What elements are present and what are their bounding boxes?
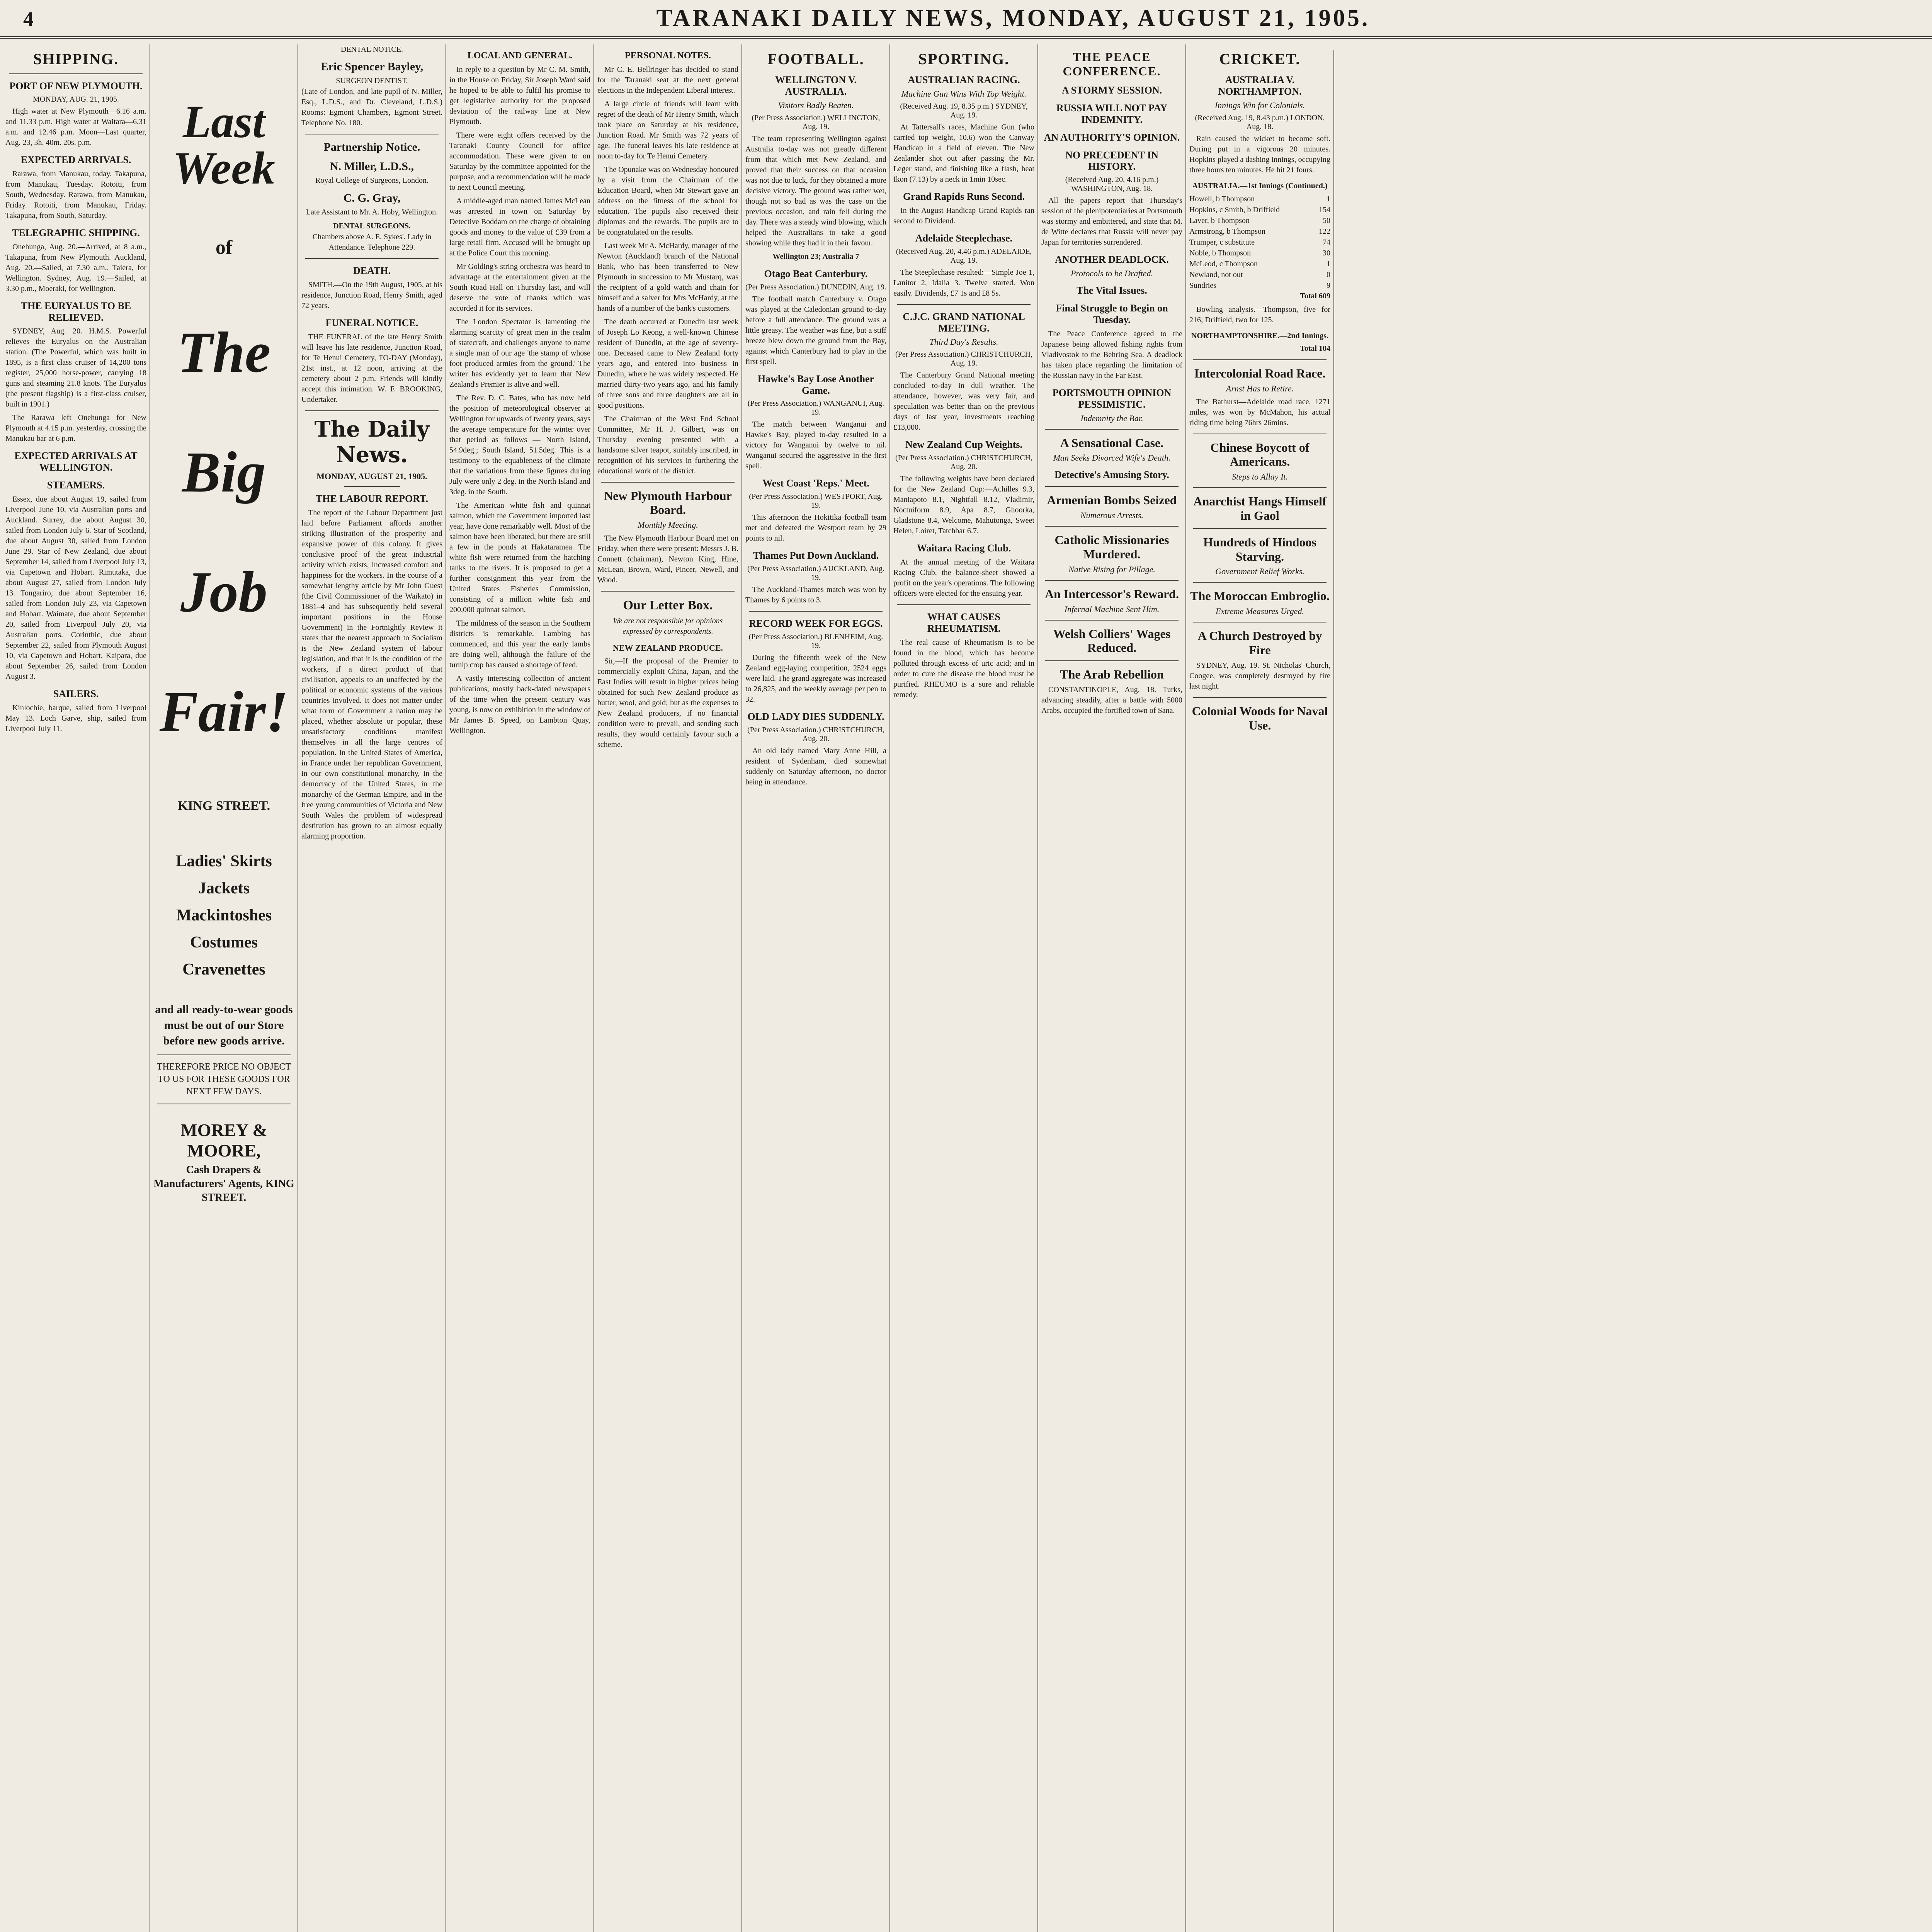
- article-text: SYDNEY, Aug. 20. H.M.S. Powerful relieves the Euryalus on the Australian station. (The Powerful, which was built in 1895, is a first class cruiser of 14,200 tons register, 25,000 horse-power, carrying 18 guns and steaming 21.8 knots. The Euryalus (the present flagship) is a first-class cruiser, built in 1901.): [5, 327, 146, 409]
- article-text: At Tattersall's races, Machine Gun (who carried top weight, 10.6) won the Canway Handicap in a field of eleven. The New Zealander shot out after passing the Mr. Leger stand, and finishing like a flash, beat Ikon (7.13) by a neck in 1min 10sec.: [893, 122, 1034, 184]
- scorecard-row: [1189, 280, 1330, 291]
- article-text: The Canterbury Grand National meeting concluded to-day in dull weather. The attendance, however, was very fair, and speculation was better than on the previous days of last year, investments reaching £13,000.: [893, 371, 1034, 432]
- article-text: The Auckland-Thames match was won by Thames by 6 points to 3.: [745, 585, 886, 605]
- dateline: (Per Press Association.) DUNEDIN, Aug. 19.: [745, 282, 886, 291]
- batsman-name: Hopkins, c Smith, b Driffield: [1189, 205, 1280, 214]
- advert-headline: Big: [182, 440, 266, 504]
- divider: [1193, 359, 1327, 360]
- scorecard-row: [1189, 215, 1330, 226]
- notice-text: Chambers above A. E. Sykes'. Lady in Attendance. Telephone 229.: [312, 233, 432, 252]
- article-subheading: Infernal Machine Sent Him.: [1064, 604, 1160, 614]
- divider: [1193, 697, 1327, 698]
- article-subheading: NEW ZEALAND PRODUCE.: [612, 643, 723, 653]
- advert-street: KING STREET.: [177, 799, 270, 813]
- article-heading: PORTSMOUTH OPINION PESSIMISTIC.: [1052, 387, 1172, 410]
- section-heading: SPORTING.: [918, 50, 1010, 68]
- scorecard-row: [1189, 204, 1330, 215]
- divider: [9, 73, 143, 74]
- article-subheading: Steps to Allay It.: [1231, 472, 1288, 482]
- batsman-name: Armstrong, b Thompson: [1189, 227, 1265, 236]
- page-number: 4: [23, 7, 34, 31]
- divider: [897, 304, 1031, 305]
- article-heading: Hundreds of Hindoos Starving.: [1203, 535, 1316, 563]
- advert-firm: MOREY & MOORE,: [180, 1120, 267, 1160]
- batsman-runs: 154: [1319, 205, 1330, 214]
- advert-headline: Fair!: [159, 680, 289, 744]
- article-text: In the August Handicap Grand Rapids ran second to Dividend.: [893, 206, 1034, 225]
- scorecard-row: [1189, 194, 1330, 204]
- dateline: (Per Press Association.) BLENHEIM, Aug. 19.: [748, 633, 883, 650]
- scorecard-heading: NORTHAMPTONSHIRE.—2nd Innings.: [1191, 331, 1329, 340]
- advert-goods-item: Ladies' Skirts: [176, 852, 272, 870]
- batsman-name: Laver, b Thompson: [1189, 216, 1250, 225]
- advert-headline: Last Week: [173, 96, 275, 194]
- article-text: Sir,—If the proposal of the Premier to commercially exploit China, Japan, and the East Indies will result in higher prices being obtained for such New Zealand produce as butter, wool, and gold; but as the expenses to New Zealand producers, if no financial condition were to prevail, and sending such results, they would certainly favour such a scheme.: [597, 656, 738, 749]
- dateline: (Per Press Association.) CHRISTCHURCH, Aug. 19.: [895, 350, 1032, 368]
- advert-note: THEREFORE PRICE NO OBJECT TO US FOR THESE GOODS FOR NEXT FEW DAYS.: [156, 1061, 291, 1097]
- match-score: Wellington 23; Australia 7: [772, 252, 859, 261]
- article-subheading: Visitors Badly Beaten.: [778, 100, 854, 110]
- advert-firm-desc: Cash Drapers & Manufacturers' Agents, KING STREET.: [153, 1163, 294, 1204]
- scorecard-heading: AUSTRALIA.—1st Innings (Continued.): [1192, 181, 1328, 190]
- scorecard-row: [1189, 269, 1330, 280]
- article-subheading: Third Day's Results.: [929, 337, 998, 347]
- article-subheading: A STORMY SESSION.: [1061, 85, 1162, 96]
- advert-goods-item: Cravenettes: [182, 961, 265, 978]
- divider: [601, 482, 735, 483]
- batsman-name: Howell, b Thompson: [1189, 194, 1255, 203]
- section-heading: FOOTBALL.: [767, 50, 864, 68]
- column-cricket: [1186, 44, 1932, 1932]
- divider: [1045, 620, 1179, 621]
- subheading: PORT OF NEW PLYMOUTH.: [9, 80, 143, 92]
- batsman-runs: 122: [1319, 227, 1330, 236]
- notice-text: SMITH.—On the 19th August, 1905, at his residence, Junction Road, Henry Smith, aged 72 years.: [301, 280, 442, 310]
- article-subheading: Protocols to be Drafted.: [1070, 269, 1153, 279]
- article-heading: ANOTHER DEADLOCK.: [1055, 254, 1169, 265]
- dateline: (Per Press Association.) AUCKLAND, Aug. 19.: [747, 565, 884, 582]
- batsman-runs: 74: [1323, 238, 1330, 247]
- scorecard-row: [1189, 248, 1330, 259]
- article-subheading: Native Rising for Pillage.: [1068, 564, 1155, 574]
- article-heading: RECORD WEEK FOR EGGS.: [749, 618, 883, 629]
- article-heading: Intercolonial Road Race.: [1194, 366, 1326, 380]
- paper-title: TARANAKI DAILY NEWS, MONDAY, AUGUST 21, 1905.: [656, 5, 1370, 31]
- leader-date: MONDAY, AUGUST 21, 1905.: [316, 471, 427, 481]
- article-subheading: Machine Gun Wins With Top Weight.: [901, 88, 1027, 99]
- article-subheading: Government Relief Works.: [1215, 566, 1304, 577]
- article-text: The team representing Wellington against Australia to-day was not greatly different from that which met New Zealand, and proved that their success on that occasion was not due to luck, for they obtained a more decisive victory. The ground was rather wet, though not so bad as was the case on the previous occasion, and rain fell during the day. There was a steady wind blowing, which helped the Australians to take a good showing while they had it in their favour.: [745, 134, 886, 247]
- dateline: (Per Press Association.) CHRISTCHURCH, Aug. 20.: [747, 726, 884, 743]
- notice-line: DENTAL SURGEONS.: [333, 222, 411, 230]
- article-subheading: RUSSIA WILL NOT PAY INDEMNITY.: [1056, 102, 1168, 125]
- article-heading: New Zealand Cup Weights.: [905, 439, 1022, 451]
- article-heading: Catholic Missionaries Murdered.: [1054, 533, 1169, 561]
- column-sporting: [890, 44, 1038, 1932]
- article-text: A large circle of friends will learn with regret of the death of Mr Henry Smith, which took place on Saturday at his residence, Junction Road. Mr Smith was 72 years of age. The funeral leaves his late residence at noon to-day for Te Henui Cemetery.: [597, 99, 738, 160]
- divider: [157, 1054, 291, 1055]
- scorecard: [1189, 194, 1330, 291]
- subheading: EXPECTED ARRIVALS.: [20, 154, 131, 165]
- divider: [305, 258, 439, 259]
- subheading: EXPECTED ARRIVALS AT WELLINGTON.: [14, 450, 138, 473]
- divider: [601, 591, 735, 592]
- article-heading: Otago Beat Canterbury.: [764, 268, 868, 279]
- article-subheading: Indemnity the Bar.: [1080, 413, 1143, 423]
- column-personal-notes: [594, 44, 742, 1932]
- article-heading: Adelaide Steeplechase.: [915, 232, 1013, 244]
- column-shipping: [2, 44, 150, 1932]
- subheading: TELEGRAPHIC SHIPPING.: [12, 227, 140, 238]
- batsman-runs: 30: [1323, 248, 1330, 257]
- notice-name: Partnership Notice.: [323, 141, 420, 153]
- article-text: The American white fish and quinnat salmon, which the Government imported last year, have done remarkably well. Most of the salmon have been liberated, but there are still a few in the ponds at Hakataramea. The white fish were returned from the hatching tanks to the rivers. It is proposed to get a further consignment this year from the United States Fisheries Commission, consisting of a million white fish and 200,000 quinnat salmon.: [449, 501, 590, 614]
- article-text: The mildness of the season in the Southern districts is remarkable. Lambing has commenced, and this year the early lambs are doing well, although the failure of the turnip crop has caused a shortage of feed.: [449, 619, 590, 669]
- article-subheading: Arnst Has to Retire.: [1226, 383, 1294, 393]
- column-notices: [298, 44, 446, 1932]
- article-heading: Waitara Racing Club.: [917, 543, 1011, 554]
- article-text: Bowling analysis.—Thompson, five for 216; Driffield, two for 125.: [1189, 305, 1330, 324]
- divider: [1045, 429, 1179, 430]
- article-text: Rain caused the wicket to become soft. During put in a vigorous 20 minutes. Hopkins played a dashing innings, occupying three hours ten minutes. He hit 21 fours.: [1189, 134, 1330, 174]
- article-text: During the fifteenth week of the New Zealand egg-laying competition, 2524 eggs were laid. The grand aggregate was increased to 26,825, and the weekly average per pen to 32.: [745, 653, 886, 704]
- masthead: [0, 0, 1932, 39]
- article-text: The Peace Conference agreed to the Japanese being allowed fishing rights from Vladivostok to the Behring Sea. A deadlock has taken place regarding the limitation of the Russian navy in the Far East.: [1041, 329, 1182, 380]
- article-heading: OLD LADY DIES SUDDENLY.: [747, 711, 884, 723]
- column-local-general: [446, 44, 594, 1932]
- batsman-name: Sundries: [1189, 281, 1216, 290]
- article-text: The Rarawa left Onehunga for New Plymouth at 4.15 p.m. yesterday, crossing the Manukau bar at 6 p.m.: [5, 413, 146, 443]
- notice-text: THE FUNERAL of the late Henry Smith will leave his late residence, Junction Road, for Te Henui Cemetery, TO-DAY (Monday), 21st inst., at 12 noon, arriving at the cemetery about 2 p.m. Friends will kindly accept this intimation. W. F. BROOKING, Undertaker.: [301, 332, 442, 404]
- article-text: The Opunake was on Wednesday honoured by a visit from the Chairman of the Education Board, when Mr Stewart gave an address on the fitness of the school for education. The pupils also received their diplomas and the rewards. The pupils are to be congratulated on the results.: [597, 165, 738, 236]
- subheading: STEAMERS.: [47, 480, 105, 491]
- divider: [1045, 526, 1179, 527]
- divider: [1193, 582, 1327, 583]
- article-subheading: Numerous Arrests.: [1080, 510, 1143, 520]
- article-heading: Thames Put Down Auckland.: [753, 550, 879, 561]
- divider: [1045, 580, 1179, 581]
- article-text: The Rev. D. C. Bates, who has now held the position of meteorological observer at Wellington for upwards of twenty years, says the average temperature for the winter over that period as follows — North Island, 54.9deg.; South Island, 51.5deg. This is a testimony to the equableness of the climate that the variations from these figures during July were only 2 deg. in the North Island and 3deg. in the South.: [449, 393, 590, 496]
- dateline: (Received Aug. 19, 8.43 p.m.) LONDON, Aug. 18.: [1195, 113, 1325, 131]
- section-heading: THE PEACE CONFERENCE.: [1063, 50, 1161, 78]
- advert-note: and all ready-to-wear goods must be out of our Store before new goods arrive.: [155, 1003, 293, 1047]
- article-heading: The Vital Issues.: [1077, 285, 1147, 296]
- batsman-runs: 50: [1323, 216, 1330, 225]
- divider: [344, 486, 400, 487]
- dateline: (Per Press Association.) WANGANUI, Aug. 19.: [747, 399, 884, 417]
- article-heading: AUSTRALIA V. NORTHAMPTON.: [1218, 74, 1302, 97]
- notice-name: N. Miller, L.D.S.,: [330, 160, 414, 173]
- section-heading: SHIPPING.: [33, 50, 119, 68]
- article-text: CONSTANTINOPLE, Aug. 18. Turks, advancing steadily, after a battle with 5000 Arabs, occupied the fortified town of Sana.: [1041, 685, 1182, 715]
- advert-headline: of: [215, 236, 233, 259]
- article-text: All the papers report that Thursday's session of the plenipotentiaries at Portsmouth was stormy and embittered, and state that M. de Witte declares that Russia will never pay Japan for territories surrendered.: [1041, 196, 1182, 247]
- article-heading: The Moroccan Embroglio.: [1190, 589, 1330, 603]
- section-heading: CRICKET.: [1219, 50, 1301, 68]
- article-subheading: Man Seeks Divorced Wife's Death.: [1053, 453, 1171, 463]
- divider: [1193, 528, 1327, 529]
- article-text: The London Spectator is lamenting the alarming scarcity of great men in the realm of statecraft, and challenges anyone to name a single man of our age 'the stamp of whose foot produced armies from the ground.' The writer has evidently yet to learn that New Zealand's Premier is alive and well.: [449, 317, 590, 389]
- article-text: In reply to a question by Mr C. M. Smith, in the House on Friday, Sir Joseph Ward said he hoped to be able to fulfil his promise to get legislative authority for the proposed deviation of the railway line at New Plymouth.: [449, 65, 590, 126]
- notice-line: SURGEON DENTIST,: [336, 77, 408, 85]
- batsman-runs: 0: [1327, 270, 1330, 279]
- batsman-name: Newland, not out: [1189, 270, 1243, 279]
- article-heading: Anarchist Hangs Himself in Gaol: [1193, 494, 1327, 522]
- batsman-name: McLeod, c Thompson: [1189, 259, 1258, 268]
- scorecard-total: Total 104: [1300, 344, 1330, 353]
- advert-goods-item: Costumes: [190, 934, 258, 951]
- article-text: The New Plymouth Harbour Board met on Friday, when there were present: Messrs J. B. Connett (chairman), Newton King, Hine, McLean, Brown, Ward, Pincer, Newell, and Wood.: [597, 534, 738, 585]
- divider: [1193, 487, 1327, 488]
- batsman-name: Trumper, c substitute: [1189, 238, 1255, 247]
- batsman-runs: 9: [1327, 281, 1330, 290]
- notice-name: Eric Spencer Bayley,: [320, 60, 423, 73]
- section-heading: LOCAL AND GENERAL.: [467, 51, 573, 61]
- dateline: (Per Press Association.) CHRISTCHURCH, Aug. 20.: [895, 454, 1032, 471]
- subheading: SAILERS.: [53, 688, 99, 700]
- article-subheading: Innings Win for Colonials.: [1214, 100, 1305, 110]
- article-text: Essex, due about August 19, sailed from Liverpool June 10, via Australian ports and Auckland. Surrey, due about August 30, sailed from London July 6. Star of Scotland, due about August 30, sailed from London June 29. Star of New Zealand, due about September 14, sailed from Liverpool July 13, via Capetown and Hobart. Rimutaka, due about August 27, sailed from London July 13. Tongariro, due about September 16, sailed from London July 23, via Capetown and Hobart. Waimate, due about September 20, sailed from Liverpool July 20, via Australian ports. Corinthic, due about September 22, sailed from Plymouth August 10, via Capetown and Hobart. Kaipara, due about September 26, sailed from London August 3.: [5, 495, 146, 681]
- article-text: Mr C. E. Bellringer has decided to stand for the Taranaki seat at the next general elections in the Independent Liberal interest.: [597, 65, 738, 95]
- advert-goods-list: [153, 852, 294, 979]
- advert-headline: Job: [180, 560, 267, 624]
- notice-line: Royal College of Surgeons, London.: [315, 176, 429, 185]
- article-text: Last week Mr A. McHardy, manager of the Newton (Auckland) branch of the National Bank, who has been transferred to New Plymouth in succession to Mr Mustarq, was the recipient of a gold watch and chain for himself and a salver for Mrs McHardy, at the hands of a number of the bank's customers.: [597, 241, 738, 313]
- article-heading: Final Struggle to Begin on Tuesday.: [1056, 303, 1168, 326]
- notice-heading: FUNERAL NOTICE.: [325, 317, 418, 328]
- batsman-name: Noble, b Thompson: [1189, 248, 1251, 257]
- article-text: A vastly interesting collection of ancient publications, mostly back-dated newspapers of the time when the present century was young, is now on exhibition in the window of Mr James B. Speed, on Lambton Quay, Wellington.: [449, 674, 590, 735]
- article-heading: Chinese Boycott of Americans.: [1210, 440, 1310, 469]
- article-subheading: AN AUTHORITY'S OPINION.: [1044, 131, 1180, 143]
- notice-name: C. G. Gray,: [343, 192, 401, 204]
- article-heading: An Intercessor's Reward.: [1045, 587, 1179, 601]
- column-cables: [1038, 44, 1186, 1932]
- article-heading: New Plymouth Harbour Board.: [604, 488, 732, 517]
- article-text: Mr Golding's string orchestra was heard to advantage at the entertainment given at the South Road Hall on Thursday last, and will deserve the vote of thanks which was accorded it for its services.: [449, 262, 590, 313]
- article-text: Kinlochie, barque, sailed from Liverpool May 13. Loch Garve, ship, sailed from Liverpool July 11.: [5, 704, 146, 733]
- article-heading: AUSTRALIAN RACING.: [908, 74, 1020, 85]
- scorecard-total: Total 609: [1300, 291, 1330, 300]
- cricket-column-body: [1186, 50, 1334, 1932]
- dateline: MONDAY, AUG. 21, 1905.: [33, 95, 119, 104]
- notice-text: (Late of London, and late pupil of N. Miller, Esq., L.D.S., and Dr. Cleveland, L.D.S.) Rooms: Egmont Chambers, Egmont Street. Telephone No. 180.: [301, 87, 442, 127]
- scorecard-row: [1189, 259, 1330, 269]
- section-heading: PERSONAL NOTES.: [625, 51, 711, 61]
- leader-text: The report of the Labour Department just laid before Parliament affords another striking illustration of the prosperity and expansive power of this colony. It gives conclusive proof of the great industrial activity which exists, increased comfort and happiness for the workers. In the course of a somewhat lengthy article by Mr John Guest (the Civil Commissioner of the Waikato) in 1881–4 and has subsequently held several important positions in the House Government) in the Fortnightly Review it states that the nearest approach to Socialism is the New Zealand system of labour legislation, and that it is the condition of the workers, if a direct product of that civilisation, appeals to an unaffected by the political or economic systems of the various countries involved. It does not matter under what form of Government a nation may be placed, whether absolute or popular, these unsatisfactory conditions manifest themselves in all the large centres of population. In the United States of America, in France under her republican Government, in our own constitutional monarchy, in the democracy of the United States, in the monarchy of the German Empire, and in the free young communities of Victoria and New South Wales the problem of widespread destitution has grown to an almost equally alarming proportion.: [301, 508, 442, 840]
- paper-nameplate: The Daily News.: [314, 416, 430, 468]
- article-heading: Our Letter Box.: [623, 598, 713, 613]
- divider: [305, 410, 439, 411]
- article-heading: Colonial Woods for Naval Use.: [1192, 704, 1328, 732]
- article-heading: A Sensational Case.: [1060, 435, 1164, 450]
- divider: [749, 611, 883, 612]
- article-heading: WHAT CAUSES RHEUMATISM.: [927, 611, 1001, 634]
- article-text: A middle-aged man named James McLean was arrested in town on Saturday by Detective Boddam on the charge of obtaining goods and money to the value of £39 from a large retail firm. Accused will be brought up at the Police Court this morning.: [449, 196, 590, 257]
- article-subheading: NO PRECEDENT IN HISTORY.: [1065, 149, 1158, 172]
- scorecard-row: [1189, 237, 1330, 248]
- article-text: Onehunga, Aug. 20.—Arrived, at 8 a.m., Takapuna, from New Plymouth. Auckland, Aug. 20.—Sailed, at 7.30 a.m., Taiera, for Wellington. Sydney, Aug. 19.—Sailed, at 3.30 p.m., Moeraki, for Wellington.: [5, 242, 146, 293]
- column-advert-job-fair: [150, 44, 298, 1932]
- dateline: (Received Aug. 20, 4.16 p.m.) WASHINGTON, Aug. 18.: [1065, 175, 1159, 193]
- article-heading: The Arab Rebellion: [1060, 667, 1164, 682]
- article-text: This afternoon the Hokitika football team met and defeated the Westport team by 29 points to nil.: [745, 513, 886, 543]
- article-heading: Armenian Bombs Seized: [1047, 493, 1177, 507]
- article-text: The Bathurst—Adelaide road race, 1271 miles, was won by McMahon, his actual riding time being 76hrs 26mins.: [1189, 397, 1330, 427]
- article-heading: Welsh Colliers' Wages Reduced.: [1053, 626, 1171, 655]
- notice-line: Late Assistant to Mr. A. Hoby, Wellington.: [306, 208, 438, 216]
- article-text: The football match Canterbury v. Otago was played at the Caledonian ground to-day before a full attendance. The ground was a little greasy. The weather was fine, but a stiff breeze blew down the ground from the Bay, against which Canterbury had to play in the first spell.: [745, 294, 886, 366]
- article-text: The death occurred at Dunedin last week of Joseph Lo Keong, a well-known Chinese resident of Dunedin, at the age of seventy-one. Deceased came to New Zealand forty years ago, and entered into business in Dunedin, where he was widely respected. He married thirty-two years ago, and his family of three sons and three daughters are all in good positions.: [597, 317, 738, 410]
- article-text: The real cause of Rheumatism is to be found in the blood, which has become polluted through excess of uric acid; and in order to cure the disease the blood must be purified. RHEUMO is a sure and reliable remedy.: [893, 638, 1034, 699]
- article-text: At the annual meeting of the Waitara Racing Club, the balance-sheet showed a profit on the year's operations. The following officers were elected for the ensuing year.: [893, 558, 1034, 598]
- advert-goods-item: Jackets: [198, 879, 250, 897]
- dateline: (Per Press Association.) WELLINGTON, Aug. 19.: [752, 113, 880, 131]
- article-text: There were eight offers received by the Taranaki County Council for office accommodation. These were given to on Saturday by the committee appointed for the purpose, and a recommendation will be made to next Council meeting.: [449, 131, 590, 192]
- article-heading: Grand Rapids Runs Second.: [903, 190, 1025, 202]
- notice-heading: DEATH.: [353, 265, 391, 276]
- advert-headline: The: [177, 320, 271, 384]
- article-subheading: Extreme Measures Urged.: [1215, 606, 1304, 616]
- batsman-runs: 1: [1327, 194, 1330, 203]
- notice-heading: DENTAL NOTICE.: [341, 45, 403, 54]
- advert-goods-item: Mackintoshes: [176, 906, 272, 924]
- article-text: The Steeplechase resulted:—Simple Joe 1, Lanitor 2, Idalia 3. Twelve started. Won easily. Dividends, £7 1s and £8 5s.: [893, 268, 1034, 298]
- article-note: We are not responsible for opinions expressed by correspondents.: [613, 617, 723, 636]
- article-heading: West Coast 'Reps.' Meet.: [762, 478, 869, 489]
- dateline: (Received Aug. 19, 8.35 p.m.) SYDNEY, Aug. 19.: [900, 102, 1028, 119]
- dateline: (Received Aug. 20, 4.46 p.m.) ADELAIDE, Aug. 19.: [896, 247, 1032, 265]
- article-text: High water at New Plymouth—6.16 a.m. and 11.33 p.m. High water at Waitara—6.31 a.m. and 12.46 p.m. Moon—Last quarter, Aug. 23, 3h. 40m. 20s. p.m.: [5, 107, 146, 147]
- article-heading: WELLINGTON V. AUSTRALIA.: [775, 74, 857, 97]
- article-text: Rarawa, from Manukau, today. Takapuna, from Manukau, Tuesday. Rotoiti, from South, Wednesday. Rarawa, from Manukau, Friday. Rotoiti, from Manukau, Friday. Takapuna, from South, Saturday.: [5, 169, 146, 220]
- article-text: The match between Wanganui and Hawke's Bay, played to-day resulted in a victory for Wanganui by twelve to nil. Wanganui secured the aggressive in the first spell.: [745, 420, 886, 471]
- column-football: [742, 44, 890, 1932]
- scorecard-row: [1189, 226, 1330, 237]
- article-heading: Detective's Amusing Story.: [1054, 469, 1169, 481]
- article-heading: A Church Destroyed by Fire: [1197, 629, 1322, 657]
- article-heading: Hawke's Bay Lose Another Game.: [757, 373, 874, 396]
- article-text: SYDNEY, Aug. 19. St. Nicholas' Church, Coogee, was completely destroyed by fire last night.: [1189, 661, 1330, 690]
- divider: [1045, 486, 1179, 487]
- leader-heading: THE LABOUR REPORT.: [315, 493, 429, 504]
- article-heading: C.J.C. GRAND NATIONAL MEETING.: [903, 311, 1025, 334]
- divider: [897, 604, 1031, 605]
- subheading: THE EURYALUS TO BE RELIEVED.: [20, 300, 131, 323]
- dateline: (Per Press Association.) WESTPORT, Aug. 19.: [749, 492, 883, 510]
- article-text: An old lady named Mary Anne Hill, a resident of Sydenham, died somewhat suddenly on Saturday afternoon, no doctor being in attendance.: [745, 747, 886, 787]
- article-text: The Chairman of the West End School Committee, Mr H. J. Gilbert, was on Thursday evening presented with a handsome silver teapot, suitably inscribed, in recognition of his services in furthering the educational work of the district.: [597, 414, 738, 475]
- article-text: The following weights have been declared for the New Zealand Cup:—Achilles 9.3, Maniapoto 8.1, Nightfall 8.12, Vladimir, Noctuiform 8.9, Apa 8.7, Ghoorka, Gladstone 8.4, Welcome, Mahutonga, Sweet Helen, Loiret, Tatchbar 6.7.: [893, 474, 1034, 536]
- batsman-runs: 1: [1327, 259, 1330, 268]
- divider: [1045, 660, 1179, 661]
- article-subheading: Monthly Meeting.: [638, 520, 698, 530]
